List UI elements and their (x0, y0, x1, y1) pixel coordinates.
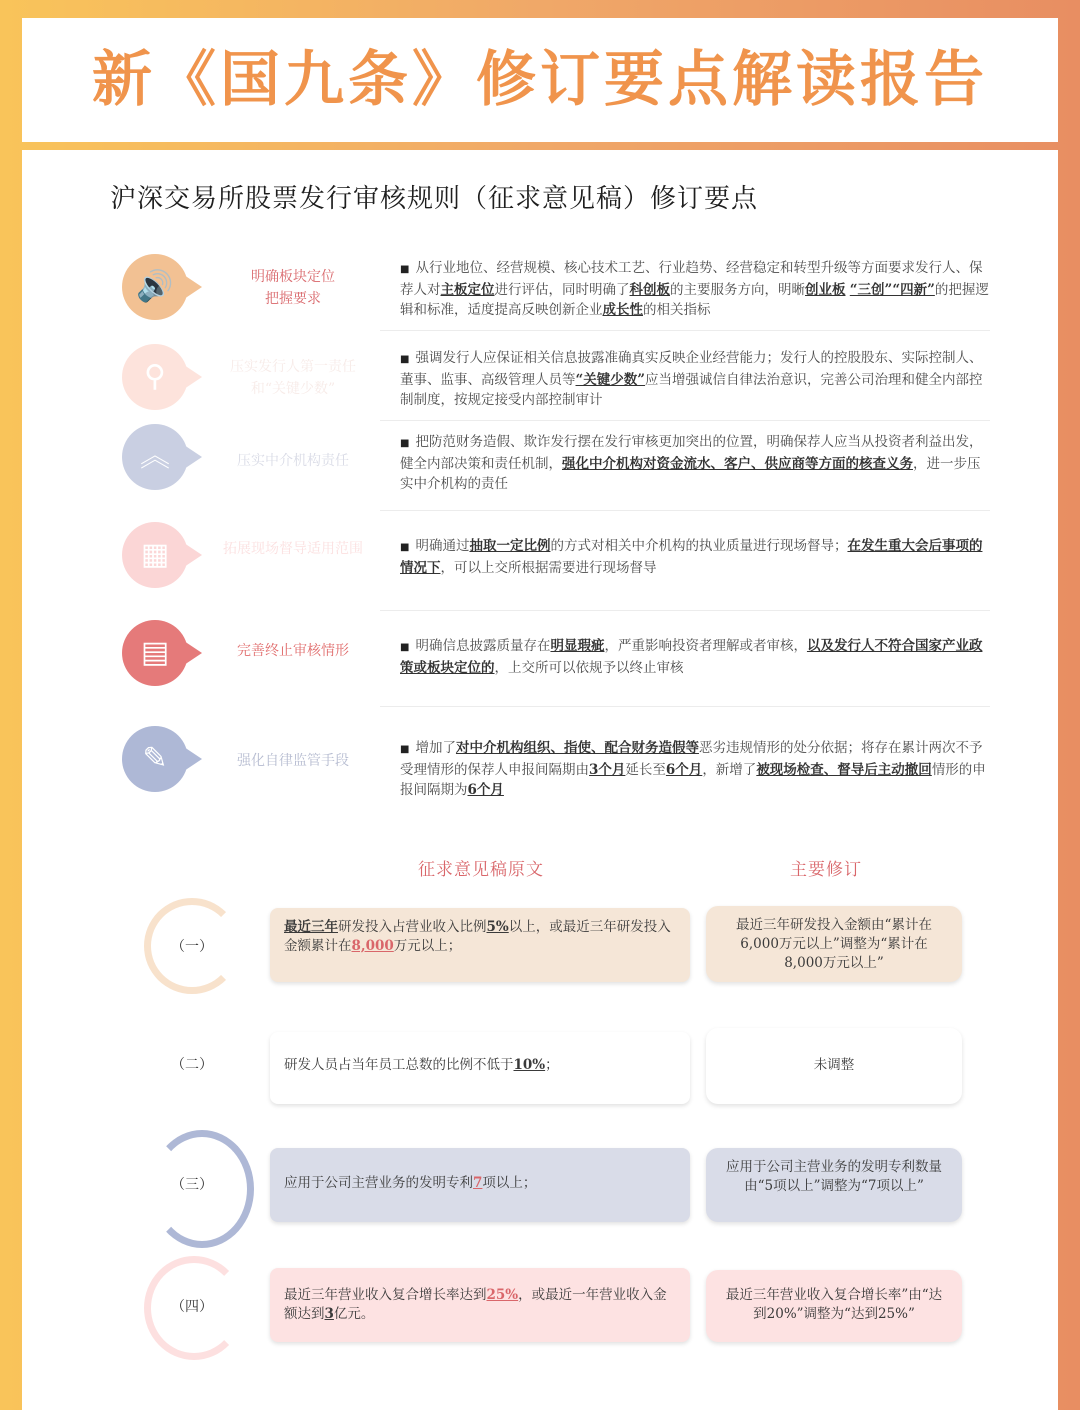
magnifier-icon: ⚲ (122, 344, 188, 410)
point-text: ■ 明确信息披露质量存在明显瑕疵，严重影响投资者理解或者审核，以及发行人不符合国家产业政策或板块定位的，上交所可以依规予以终止审核 (400, 638, 983, 676)
original-text-box: 应用于公司主营业务的发明专利7项以上； (270, 1148, 690, 1222)
point-label: 拓展现场督导适用范围 (223, 541, 363, 557)
content-panel (22, 150, 1058, 1410)
divider (380, 510, 990, 511)
revision-text-box: 未调整 (706, 1028, 962, 1104)
column-header-original: 征求意见稿原文 (418, 860, 544, 880)
row-label: （二） (171, 1057, 213, 1073)
revision-text-box: 最近三年研发投入金额由“累计在6,000万元以上”调整为“累计在8,000万元以上” (706, 906, 962, 982)
point-text: ■ 明确通过抽取一定比例的方式对相关中介机构的执业质量进行现场督导；在发生重大会后事项的情况下，可以上交所根据需要进行现场督导 (400, 538, 983, 576)
section-title: 沪深交易所股票发行审核规则（征求意见稿）修订要点 (110, 184, 759, 214)
revision-text-box: 应用于公司主营业务的发明专利数量由“5项以上”调整为“7项以上” (706, 1148, 962, 1222)
point-label: 压实发行人第一责任 和“关键少数” (230, 359, 356, 397)
report-title: 新《国九条》修订要点解读报告 (92, 45, 988, 115)
document-edit-icon: ✎ (122, 726, 188, 792)
revision-text-box: 最近三年营业收入复合增长率”由“达到20%”调整为“达到25%” (706, 1270, 962, 1342)
original-text-box: 最近三年研发投入占营业收入比例5%以上，或最近三年研发投入金额累计在8,000万元以上； (270, 908, 690, 982)
point-text: ■ 把防范财务造假、欺诈发行摆在发行审核更加突出的位置，明确保荐人应当从投资者利益出发，健全内部决策和责任机制，强化中介机构对资金流水、客户、供应商等方面的核查义务，进一步压实中介机构的责任 (400, 434, 983, 492)
point-text: ■ 增加了对中介机构组织、指使、配合财务造假等恶劣违规情形的处分依据；将存在累计两次不予受理情形的保荐人申报间隔期由3个月延长至6个月，新增了被现场检查、督导后主动撤回情形的申报间隔期为6个月 (400, 740, 986, 798)
divider (380, 330, 990, 331)
calculator-icon: ▤ (122, 620, 188, 686)
row-label: （一） (171, 939, 213, 955)
point-label: 完善终止审核情形 (237, 643, 349, 659)
divider (380, 610, 990, 611)
original-text-box: 最近三年营业收入复合增长率达到25%，或最近一年营业收入金额达到3亿元。 (270, 1268, 690, 1342)
title-band (22, 18, 1058, 142)
speaker-icon: 🔊 (122, 254, 188, 320)
point-label: 强化自律监管手段 (237, 753, 349, 769)
point-text: ■ 强调发行人应保证相关信息披露准确真实反映企业经营能力；发行人的控股股东、实际控制人、董事、监事、高级管理人员等“关键少数”应当增强诚信自律法治意识，完善公司治理和健全内部控制制度，按规定接受内部控制审计 (400, 350, 983, 408)
point-label: 压实中介机构责任 (237, 453, 349, 469)
divider (380, 706, 990, 707)
divider (380, 420, 990, 421)
chevrons-up-icon: ︽ (122, 424, 188, 490)
point-text: ■ 从行业地位、经营规模、核心技术工艺、行业趋势、经营稳定和转型升级等方面要求发行人、保荐人对主板定位进行评估，同时明确了科创板的主要服务方向，明晰创业板 “三创”“四新”的把握逻辑和标准，适度提高反映创新企业成长性的相关指标 (400, 260, 989, 318)
original-text-box: 研发人员占当年员工总数的比例不低于10%； (270, 1032, 690, 1104)
row-label: （四） (171, 1299, 213, 1315)
row-label: （三） (171, 1177, 213, 1193)
blocks-icon: ▦ (122, 522, 188, 588)
column-header-revision: 主要修订 (790, 860, 862, 880)
point-label: 明确板块定位 把握要求 (251, 269, 335, 307)
